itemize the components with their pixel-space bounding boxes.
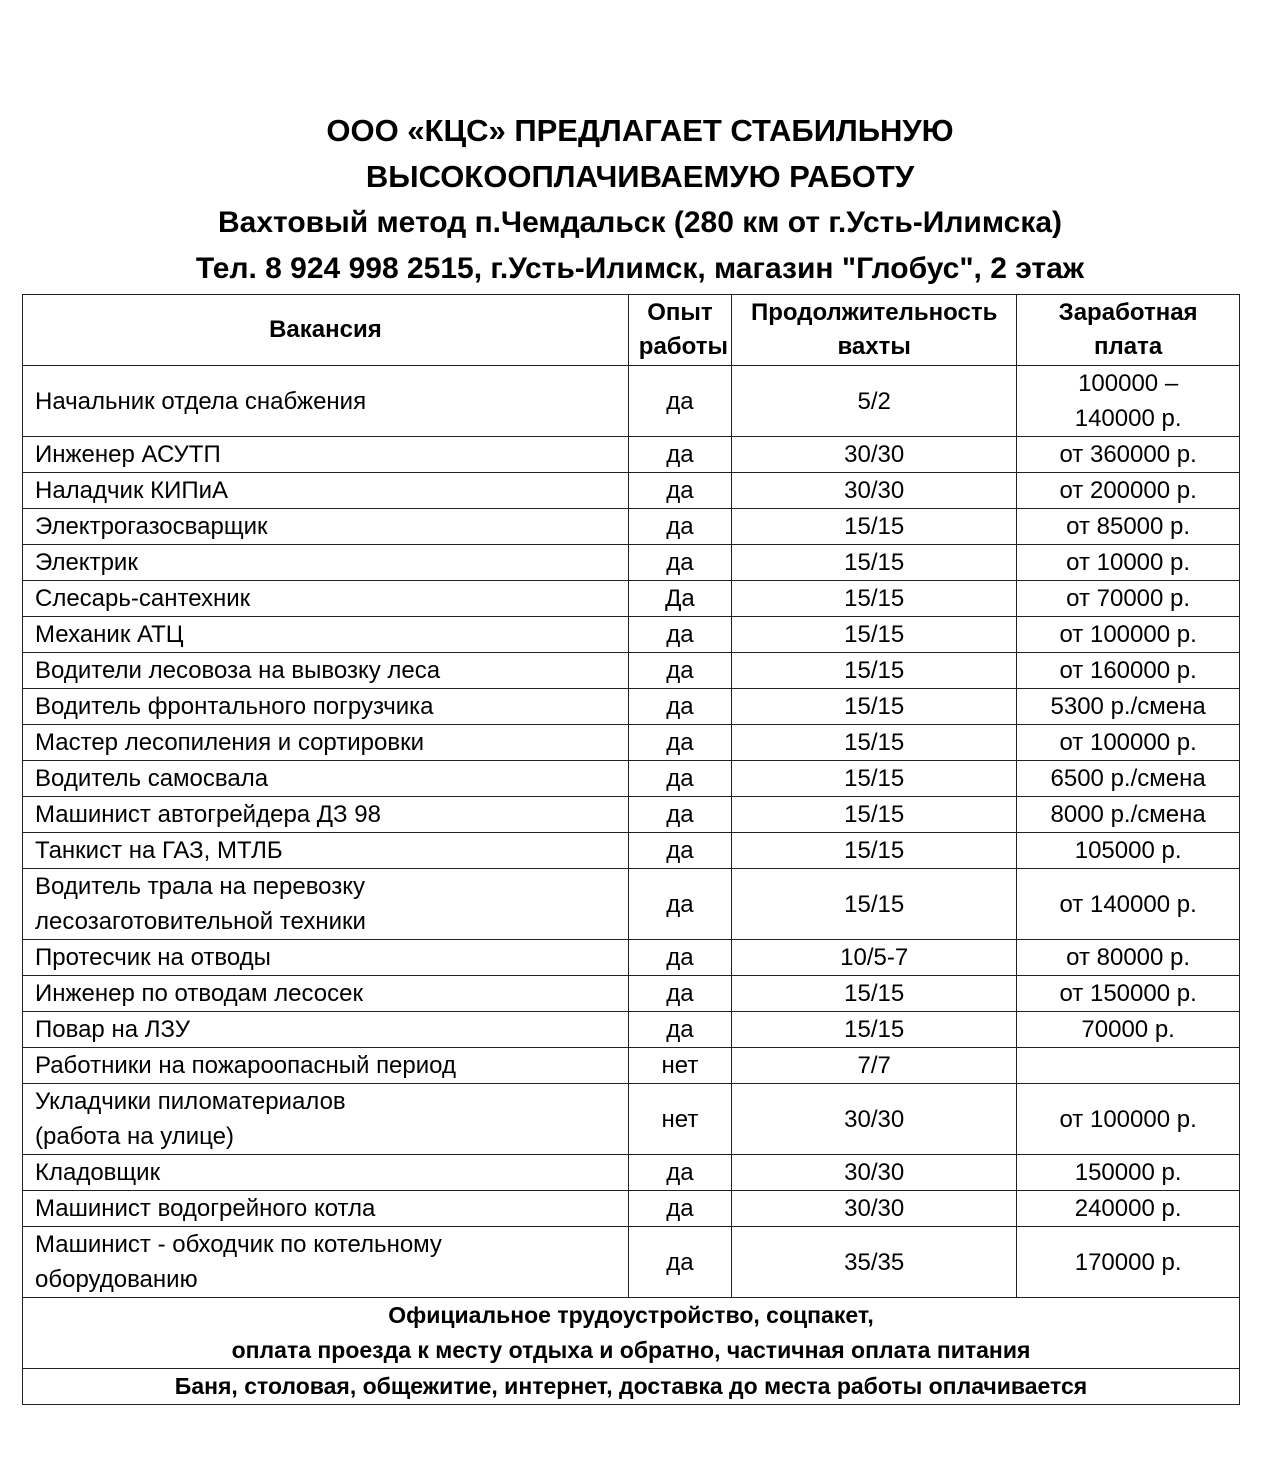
table-row <box>23 1155 1240 1191</box>
vacancy-name: Укладчики пиломатериалов (работа на улице) <box>23 1084 629 1155</box>
salary-cell: 240000 р. <box>1017 1191 1240 1227</box>
header-experience: Опыт работы <box>628 295 731 366</box>
salary-cell: от 10000 р. <box>1017 545 1240 581</box>
header-salary: Заработная плата <box>1017 295 1240 366</box>
experience-cell: да <box>628 1227 731 1298</box>
salary-cell: от 140000 р. <box>1017 869 1240 940</box>
experience-cell: да <box>628 1191 731 1227</box>
salary-cell: 100000 – 140000 р. <box>1017 366 1240 437</box>
table-row <box>23 653 1240 689</box>
shift-cell: 5/2 <box>732 366 1017 437</box>
table-header-row <box>23 295 1240 366</box>
experience-cell: да <box>628 797 731 833</box>
salary-cell: 150000 р. <box>1017 1155 1240 1191</box>
experience-cell: да <box>628 653 731 689</box>
salary-cell: 170000 р. <box>1017 1227 1240 1298</box>
vacancy-name: Электрик <box>23 545 629 581</box>
table-row <box>23 1084 1240 1155</box>
salary-cell: от 85000 р. <box>1017 509 1240 545</box>
vacancy-table <box>22 294 1240 1405</box>
experience-cell: да <box>628 473 731 509</box>
shift-cell: 15/15 <box>732 689 1017 725</box>
vacancy-name: Повар на ЛЗУ <box>23 1012 629 1048</box>
shift-cell: 35/35 <box>732 1227 1017 1298</box>
shift-cell: 7/7 <box>732 1048 1017 1084</box>
headline-contact: Тел. 8 924 998 2515, г.Усть-Илимск, магазин "Глобус", 2 этаж <box>195 252 1085 285</box>
experience-cell: Да <box>628 581 731 617</box>
experience-cell: да <box>628 833 731 869</box>
salary-cell: 5300 р./смена <box>1017 689 1240 725</box>
experience-cell: да <box>628 940 731 976</box>
table-row <box>23 869 1240 940</box>
table-row <box>23 581 1240 617</box>
table-row <box>23 545 1240 581</box>
vacancy-name: Машинист автогрейдера ДЗ 98 <box>23 797 629 833</box>
vacancy-name: Работники на пожароопасный период <box>23 1048 629 1084</box>
footer-amenities-row <box>23 1369 1240 1405</box>
experience-cell: да <box>628 1012 731 1048</box>
shift-cell: 30/30 <box>732 1084 1017 1155</box>
shift-cell: 30/30 <box>732 1191 1017 1227</box>
shift-cell: 30/30 <box>732 437 1017 473</box>
experience-cell: да <box>628 509 731 545</box>
experience-cell: да <box>628 869 731 940</box>
experience-cell: да <box>628 545 731 581</box>
page-header <box>0 108 1280 292</box>
shift-cell: 10/5-7 <box>732 940 1017 976</box>
footer-benefits-row <box>23 1298 1240 1369</box>
shift-cell: 15/15 <box>732 617 1017 653</box>
salary-cell: от 200000 р. <box>1017 473 1240 509</box>
headline-company: ООО «КЦС» ПРЕДЛАГАЕТ СТАБИЛЬНУЮ <box>326 113 954 148</box>
table-row <box>23 437 1240 473</box>
shift-cell: 15/15 <box>732 797 1017 833</box>
table-row <box>23 725 1240 761</box>
table-row <box>23 617 1240 653</box>
vacancy-name: Наладчик КИПиА <box>23 473 629 509</box>
vacancy-name: Инженер АСУТП <box>23 437 629 473</box>
salary-cell: от 100000 р. <box>1017 617 1240 653</box>
vacancy-name: Протесчик на отводы <box>23 940 629 976</box>
shift-cell: 15/15 <box>732 509 1017 545</box>
vacancy-name: Начальник отдела снабжения <box>23 366 629 437</box>
table-row <box>23 473 1240 509</box>
experience-cell: да <box>628 1155 731 1191</box>
table-row <box>23 1048 1240 1084</box>
headline-work: ВЫСОКООПЛАЧИВАЕМУЮ РАБОТУ <box>365 159 915 194</box>
vacancy-name: Механик АТЦ <box>23 617 629 653</box>
table-row <box>23 1012 1240 1048</box>
vacancy-name: Слесарь-сантехник <box>23 581 629 617</box>
shift-cell: 15/15 <box>732 1012 1017 1048</box>
shift-cell: 15/15 <box>732 869 1017 940</box>
vacancy-name: Водители лесовоза на вывозку леса <box>23 653 629 689</box>
salary-cell: от 100000 р. <box>1017 725 1240 761</box>
headline-method: Вахтовый метод п.Чемдальск (280 км от г.Усть-Илимска) <box>217 206 1063 239</box>
shift-cell: 30/30 <box>732 1155 1017 1191</box>
vacancy-name: Кладовщик <box>23 1155 629 1191</box>
table-row <box>23 366 1240 437</box>
vacancy-name: Электрогазосварщик <box>23 509 629 545</box>
table-row <box>23 509 1240 545</box>
salary-cell: 105000 р. <box>1017 833 1240 869</box>
salary-cell: от 160000 р. <box>1017 653 1240 689</box>
shift-cell: 30/30 <box>732 473 1017 509</box>
shift-cell: 15/15 <box>732 833 1017 869</box>
salary-cell: от 100000 р. <box>1017 1084 1240 1155</box>
experience-cell: нет <box>628 1084 731 1155</box>
experience-cell: да <box>628 976 731 1012</box>
experience-cell: да <box>628 689 731 725</box>
table-row <box>23 940 1240 976</box>
experience-cell: да <box>628 617 731 653</box>
table-row <box>23 761 1240 797</box>
vacancy-name: Инженер по отводам лесосек <box>23 976 629 1012</box>
salary-cell: от 360000 р. <box>1017 437 1240 473</box>
experience-cell: да <box>628 366 731 437</box>
header-vacancy: Вакансия <box>23 295 629 366</box>
vacancy-name: Мастер лесопиления и сортировки <box>23 725 629 761</box>
shift-cell: 15/15 <box>732 761 1017 797</box>
vacancy-name: Танкист на ГАЗ, МТЛБ <box>23 833 629 869</box>
salary-cell: от 70000 р. <box>1017 581 1240 617</box>
experience-cell: да <box>628 437 731 473</box>
shift-cell: 15/15 <box>732 581 1017 617</box>
shift-cell: 15/15 <box>732 976 1017 1012</box>
vacancy-name: Машинист - обходчик по котельному оборудованию <box>23 1227 629 1298</box>
experience-cell: да <box>628 725 731 761</box>
salary-cell: от 150000 р. <box>1017 976 1240 1012</box>
experience-cell: да <box>628 761 731 797</box>
salary-cell: 70000 р. <box>1017 1012 1240 1048</box>
salary-cell: 8000 р./смена <box>1017 797 1240 833</box>
vacancy-name: Водитель трала на перевозку лесозаготовительной техники <box>23 869 629 940</box>
vacancy-name: Машинист водогрейного котла <box>23 1191 629 1227</box>
table-row <box>23 689 1240 725</box>
shift-cell: 15/15 <box>732 725 1017 761</box>
table-row <box>23 833 1240 869</box>
table-row <box>23 797 1240 833</box>
table-row <box>23 1227 1240 1298</box>
shift-cell: 15/15 <box>732 653 1017 689</box>
salary-cell: 6500 р./смена <box>1017 761 1240 797</box>
table-row <box>23 976 1240 1012</box>
salary-cell: от 80000 р. <box>1017 940 1240 976</box>
vacancy-name: Водитель фронтального погрузчика <box>23 689 629 725</box>
footer-amenities: Баня, столовая, общежитие, интернет, доставка до места работы оплачивается <box>23 1369 1240 1405</box>
shift-cell: 15/15 <box>732 545 1017 581</box>
table-row <box>23 1191 1240 1227</box>
footer-benefits: Официальное трудоустройство, соцпакет, оплата проезда к месту отдыха и обратно, частичная оплата питания <box>23 1298 1240 1369</box>
header-duration: Продолжительность вахты <box>732 295 1017 366</box>
experience-cell: нет <box>628 1048 731 1084</box>
vacancy-name: Водитель самосвала <box>23 761 629 797</box>
salary-cell <box>1017 1048 1240 1084</box>
